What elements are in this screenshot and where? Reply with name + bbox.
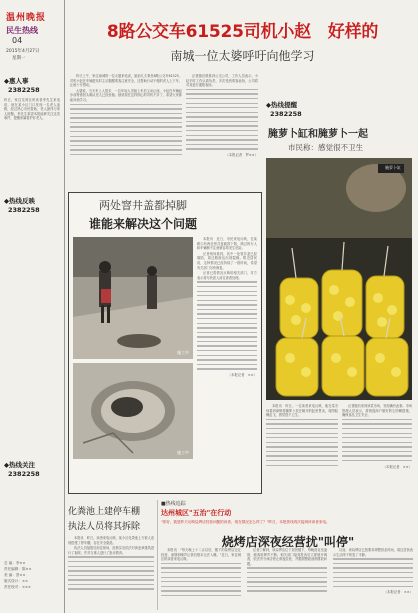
credit-line: 责任校对：××× <box>4 585 32 589</box>
manhole-paragraph: 本报讯 近日，市民来电反映，在某路口有两处窨井盖破损下陷，路过的行人和车辆稍不注意就容易发生危险。 <box>197 237 257 251</box>
credit-line: 美 编：蔡×× <box>4 573 26 577</box>
bottom-right-paragraph: 目前，该烧烤店已按要求调整营业时间，周边居民表示生活终于恢复了平静。 <box>333 548 413 557</box>
bottom-left-paragraph: 执法人员接报后前往现场，经核实后依法对该违章建筑进行了拆除，并对当事人进行了批评教育。 <box>68 546 154 555</box>
lead-subtitle: 南城一位太婆呼吁向他学习 <box>170 49 315 63</box>
radish-subhead: 市民称：感觉很不卫生 <box>288 143 363 152</box>
manhole-body <box>197 237 257 487</box>
radish-body-col2 <box>342 404 412 496</box>
bottom-right-kicker: 达州城区"五治"在行动 <box>161 509 232 517</box>
bottom-right-paragraph: 记者了解到，该烧烤店位于居民楼下，每晚营业至凌晨，顾客喧哗声不断。相关部门接到投诉后立即展开调查，依法责令该店停止深夜经营，并限期整改油烟排放问题。 <box>247 548 327 566</box>
sidebar-block2-phone: 2382258 <box>8 206 40 214</box>
manhole-photo-hole <box>73 363 193 459</box>
street-scene-image <box>73 237 193 359</box>
bottom-right-col2 <box>247 548 327 610</box>
bottom-right-filler <box>247 567 327 594</box>
lead-body-col2 <box>186 74 258 184</box>
manhole-subtitle: 谁能来解决这个问题 <box>89 217 198 231</box>
bottom-right-article <box>161 500 415 610</box>
sidebar-block2-title: ◆热线反映 <box>4 197 35 205</box>
left-column <box>0 0 65 613</box>
lead-headline <box>70 17 415 64</box>
page-number: 04 <box>12 36 23 45</box>
bottom-left-headline2: 执法人员将其拆除 <box>68 522 141 532</box>
radish-box-tag: ◆热线提醒 <box>266 101 297 109</box>
credit-line: 责任编辑：陈×× <box>4 567 32 571</box>
bottom-left-filler <box>68 556 154 593</box>
bottom-right-col3 <box>333 548 413 610</box>
lead-paragraph: 昨日上午，家住南城的一位太婆来电说，她前几天乘坐8路公交车61525，司机小赵在车辆进站时主动提醒乘客注意安全，还帮助行动不便的老人上下车，让她十分感动。 <box>70 74 182 88</box>
sidebar-block3-title: ◆热线关注 <box>4 461 35 469</box>
radish-text-filler <box>266 419 338 469</box>
sidebar-block1-text: 昨日，家住龙湾区的读者李先生来电说，他在某小区门口发现一名老人迷路，经过热心市民帮助，老人最终与家人团聚。李先生希望本报能够关注这类事件，提醒家属看护好老人。 <box>4 98 60 121</box>
manhole-box <box>68 192 262 494</box>
lead-paragraph: 太婆说，当天车上人很多，一位年轻人见她上车后主动让座，小赵在车辆起步前特意回头确认老人已经坐稳。她说现在这样细心的司机不多了，希望大家都能向他学习。 <box>70 88 182 102</box>
brand-name: 温州晚报 <box>6 13 47 23</box>
bottom-left-body <box>68 536 154 606</box>
radish-jars-image <box>266 158 412 400</box>
sidebar-block3-phone: 2382258 <box>8 470 40 478</box>
manhole-paragraph: 记者已将情况反映给相关部门，对方表示将尽快派人前往查看处理。 <box>197 271 257 280</box>
radish-photo <box>266 158 412 400</box>
radish-box-phone: 2382258 <box>270 110 302 118</box>
radish-headline: 腌萝卜缸和腌萝卜一起 <box>268 129 368 140</box>
manhole-paragraph: 记者现场看到，其中一处窨井盖已经塌陷，周边路面也出现裂缝。附近居民说，这种情况已经持续了一段时间，希望有关部门尽快修复。 <box>197 251 257 270</box>
radish-byline: （本报记者 ××） <box>382 464 412 469</box>
radish-paragraph: 记者随后来到该菜市场，发现确有此事。市场管理人员表示，将督促商户做好防尘防蝇措施，确保食品卫生安全。 <box>342 404 412 418</box>
radish-box <box>262 98 414 498</box>
sidebar-block1-phone: 2382258 <box>8 86 40 94</box>
bottom-left-headline1: 化粪池上建停车棚 <box>68 507 141 517</box>
bottom-right-lead: "你好，我是昨天反映烧烤店经营问题的读者，现在情况怎么样了？"昨日，本报热线再次接到该读者来电。 <box>161 520 330 524</box>
bottom-left-article <box>68 504 154 610</box>
manhole-photo-caption: 施工中 <box>177 350 189 355</box>
column-divider <box>157 500 158 610</box>
manhole-title: 两处窨井盖都掉脚 <box>99 199 187 212</box>
lead-title: 8路公交车61525司机小赵 好样的 <box>106 22 379 42</box>
radish-paragraph: 本报讯 昨日，一位读者来电反映，他在菜市场看到商贩将腌萝卜放在敞开的缸里售卖，周围蚊蝇乱飞，感觉很不卫生。 <box>266 404 338 418</box>
bottom-left-paragraph: 本报讯 昨日，读者来电反映，某小区化粪池上方被人违规搭建了停车棚，存在安全隐患。 <box>68 536 154 545</box>
credit-line: 总 编：李×× <box>4 561 26 565</box>
lead-text-filler <box>186 89 258 153</box>
section-name: 民生热线 <box>6 26 38 35</box>
bottom-right-tag: ■热线追踪 <box>161 501 186 507</box>
issue-weekday: 星期一 <box>12 56 26 61</box>
radish-text-filler <box>342 419 412 465</box>
bottom-right-filler <box>161 563 241 600</box>
manhole-text-filler <box>197 281 257 373</box>
lead-paragraph: 记者随后联系到公交公司，工作人员表示，小赵平时工作认真负责，多次受到乘客表扬，公司将对其进行通报表扬。 <box>186 74 258 88</box>
sidebar-block1-title: ◆惠人事 <box>4 77 29 85</box>
bottom-right-filler <box>333 558 413 590</box>
credit-line: 版式设计：×× <box>4 579 28 583</box>
manhole-byline: （本报记者 ××） <box>227 372 257 377</box>
bottom-right-col1 <box>161 548 241 610</box>
bottom-right-headline: 烧烤店深夜经营扰"叫停" <box>221 535 355 549</box>
issue-date: 2015年4月27日 <box>6 49 40 54</box>
masthead-logo <box>6 5 56 23</box>
bottom-right-byline: （本报记者 ××） <box>383 590 413 595</box>
radish-photo-label: 腌萝卜缸 <box>385 165 401 170</box>
lead-byline: （本报记者 罗××） <box>225 152 258 157</box>
bottom-right-paragraph: 本报讯 "每天晚上十二点以后，楼下的烧烤店还在经营，油烟和噪声让我们根本无法入睡。"近日，家住城区的读者来电反映。 <box>161 548 241 562</box>
radish-body-col1 <box>266 404 338 496</box>
manhole-photo-street <box>73 237 193 359</box>
manhole-photo-caption: 施工中 <box>177 450 189 455</box>
lead-body-col1 <box>70 74 182 184</box>
credits <box>4 560 60 590</box>
broken-manhole-image <box>73 363 193 459</box>
lead-text-filler <box>70 104 182 159</box>
